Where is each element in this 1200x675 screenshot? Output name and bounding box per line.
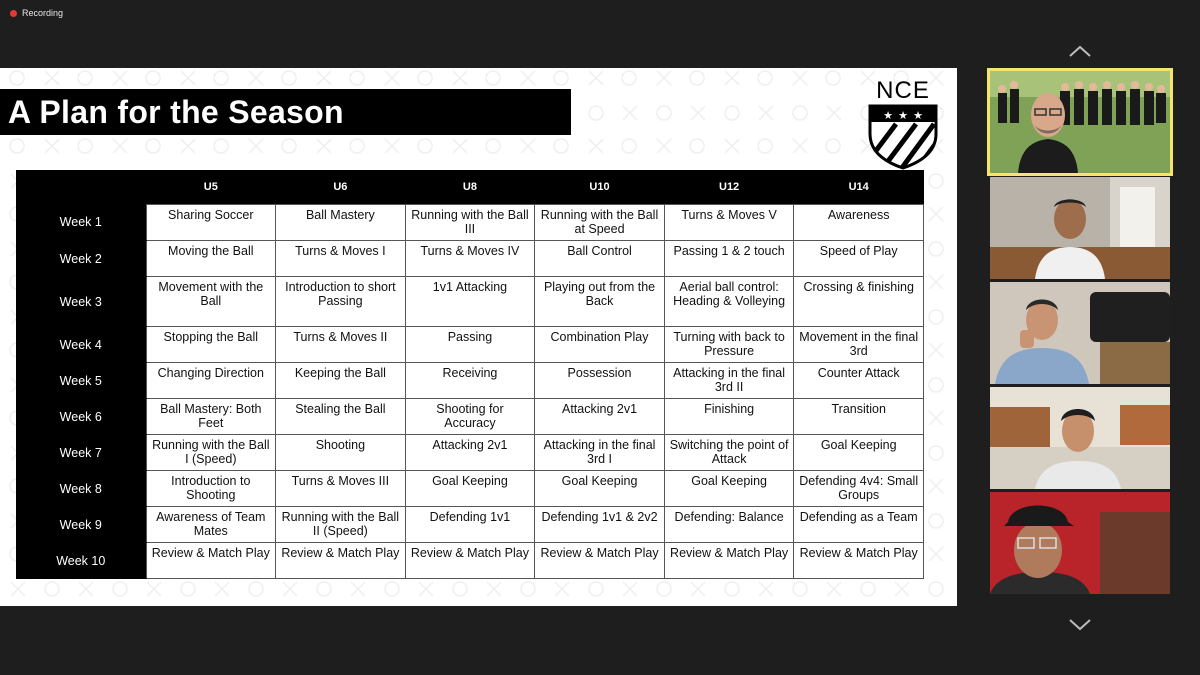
table-row: [16, 506, 924, 542]
column-header: U12: [664, 170, 794, 204]
table-cell: Running with the Ball I (Speed): [146, 434, 276, 470]
season-plan-table: [16, 170, 924, 579]
table-row: [16, 326, 924, 362]
recording-label: Recording: [22, 8, 64, 18]
table-cell: Running with the Ball at Speed: [535, 204, 665, 240]
table-header-row: [16, 170, 924, 204]
table-cell: Stopping the Ball: [146, 326, 276, 362]
table-cell: Ball Mastery: Both Feet: [146, 398, 276, 434]
table-row: [16, 470, 924, 506]
video-feed-kitchen: [990, 387, 1170, 489]
week-label: Week 4: [16, 326, 146, 362]
video-feed-red-wall: [990, 492, 1170, 594]
table-cell: Ball Control: [535, 240, 665, 276]
table-cell: Combination Play: [535, 326, 665, 362]
chevron-down-icon[interactable]: [1068, 618, 1092, 632]
week-label: Week 3: [16, 276, 146, 326]
table-cell: Switching the point of Attack: [664, 434, 794, 470]
table-cell: Moving the Ball: [146, 240, 276, 276]
table-cell: Attacking 2v1: [405, 434, 535, 470]
table-cell: Possession: [535, 362, 665, 398]
shield-icon: [866, 104, 940, 170]
week-label: Week 5: [16, 362, 146, 398]
table-cell: Goal Keeping: [405, 470, 535, 506]
recording-indicator: [10, 8, 63, 18]
table-cell: Stealing the Ball: [276, 398, 406, 434]
table-cell: Awareness: [794, 204, 924, 240]
video-tile-participant-2[interactable]: [990, 177, 1170, 279]
table-cell: Defending as a Team: [794, 506, 924, 542]
video-tile-participant-3[interactable]: [990, 282, 1170, 384]
table-row: [16, 276, 924, 326]
table-cell: Running with the Ball II (Speed): [276, 506, 406, 542]
week-label: Week 10: [16, 542, 146, 578]
column-header: U14: [794, 170, 924, 204]
table-cell: Review & Match Play: [535, 542, 665, 578]
table-cell: Review & Match Play: [794, 542, 924, 578]
table-row: [16, 434, 924, 470]
table-cell: Goal Keeping: [664, 470, 794, 506]
video-tile-participant-5[interactable]: [990, 492, 1170, 594]
table-cell: Attacking in the final 3rd II: [664, 362, 794, 398]
table-cell: Movement in the final 3rd: [794, 326, 924, 362]
table-cell: Turning with back to Pressure: [664, 326, 794, 362]
table-cell: Review & Match Play: [146, 542, 276, 578]
table-cell: Crossing & finishing: [794, 276, 924, 326]
table-corner-cell: [16, 170, 146, 204]
week-label: Week 6: [16, 398, 146, 434]
table-cell: Finishing: [664, 398, 794, 434]
video-feed-room: [990, 177, 1170, 279]
svg-text:★: ★: [883, 109, 893, 122]
table-cell: Review & Match Play: [405, 542, 535, 578]
table-cell: Sharing Soccer: [146, 204, 276, 240]
table-cell: Shooting: [276, 434, 406, 470]
table-cell: Attacking 2v1: [535, 398, 665, 434]
column-header: U6: [276, 170, 406, 204]
table-cell: Transition: [794, 398, 924, 434]
table-cell: Turns & Moves I: [276, 240, 406, 276]
table-cell: Turns & Moves V: [664, 204, 794, 240]
table-cell: Turns & Moves II: [276, 326, 406, 362]
table-row: [16, 398, 924, 434]
table-cell: Review & Match Play: [276, 542, 406, 578]
table-cell: Goal Keeping: [535, 470, 665, 506]
week-label: Week 7: [16, 434, 146, 470]
table-row: [16, 542, 924, 578]
table-cell: Speed of Play: [794, 240, 924, 276]
table-row: [16, 362, 924, 398]
table-cell: Passing: [405, 326, 535, 362]
table-cell: Defending 1v1 & 2v2: [535, 506, 665, 542]
table-cell: Shooting for Accuracy: [405, 398, 535, 434]
week-label: Week 9: [16, 506, 146, 542]
week-label: Week 8: [16, 470, 146, 506]
table-cell: Passing 1 & 2 touch: [664, 240, 794, 276]
slide-title: A Plan for the Season: [8, 93, 344, 130]
table-cell: Keeping the Ball: [276, 362, 406, 398]
table-cell: Receiving: [405, 362, 535, 398]
slide-title-bar: [0, 89, 571, 135]
column-header: U8: [405, 170, 535, 204]
table-cell: Aerial ball control: Heading & Volleying: [664, 276, 794, 326]
column-header: U5: [146, 170, 276, 204]
nce-logo: [866, 78, 940, 172]
table-cell: Attacking in the final 3rd I: [535, 434, 665, 470]
table-cell: Goal Keeping: [794, 434, 924, 470]
shared-slide: [0, 68, 957, 606]
video-tile-participant-4[interactable]: [990, 387, 1170, 489]
video-feed-team-background: [990, 71, 1170, 173]
table-cell: Turns & Moves III: [276, 470, 406, 506]
table-cell: Review & Match Play: [664, 542, 794, 578]
table-cell: Counter Attack: [794, 362, 924, 398]
logo-text: NCE: [876, 77, 930, 104]
week-label: Week 2: [16, 240, 146, 276]
table-cell: Defending: Balance: [664, 506, 794, 542]
table-cell: Introduction to Shooting: [146, 470, 276, 506]
table-cell: Movement with the Ball: [146, 276, 276, 326]
table-row: [16, 204, 924, 240]
chevron-up-icon[interactable]: [1068, 44, 1092, 58]
table-row: [16, 240, 924, 276]
table-cell: Awareness of Team Mates: [146, 506, 276, 542]
table-cell: Running with the Ball III: [405, 204, 535, 240]
table-cell: Ball Mastery: [276, 204, 406, 240]
table-cell: Defending 1v1: [405, 506, 535, 542]
table-cell: Defending 4v4: Small Groups: [794, 470, 924, 506]
video-tile-active-speaker[interactable]: [990, 71, 1170, 173]
table-cell: Introduction to short Passing: [276, 276, 406, 326]
table-cell: Changing Direction: [146, 362, 276, 398]
table-cell: Playing out from the Back: [535, 276, 665, 326]
table-cell: 1v1 Attacking: [405, 276, 535, 326]
video-feed-living-room: [990, 282, 1170, 384]
column-header: U10: [535, 170, 665, 204]
svg-text:★: ★: [898, 109, 908, 122]
table-cell: Turns & Moves IV: [405, 240, 535, 276]
recording-dot-icon: [10, 10, 17, 17]
svg-text:★: ★: [913, 109, 923, 122]
week-label: Week 1: [16, 204, 146, 240]
